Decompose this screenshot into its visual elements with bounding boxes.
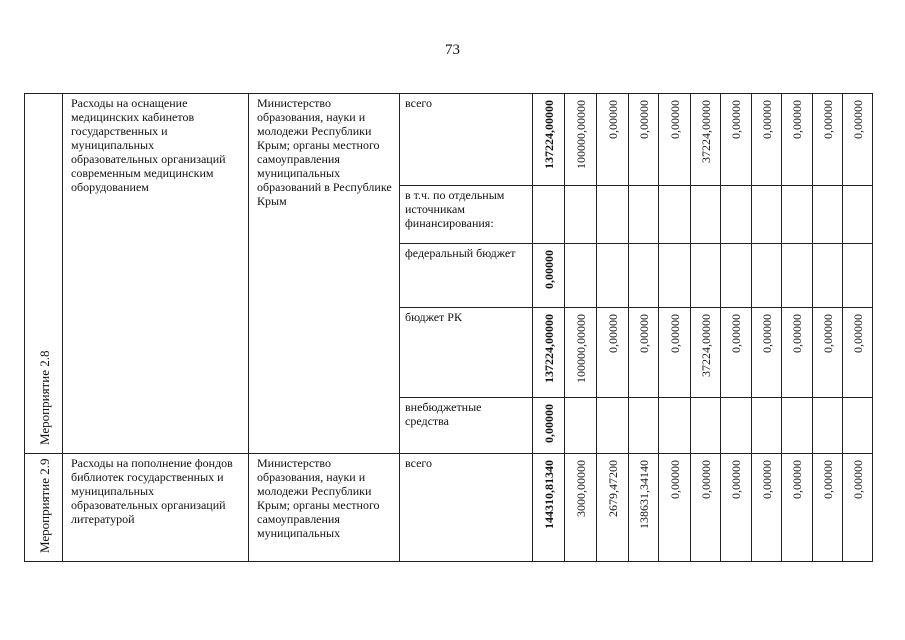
year-value-cell xyxy=(813,94,843,186)
year-value: 0,00000 xyxy=(667,314,682,353)
year-value-cell xyxy=(629,454,659,562)
year-value: 0,00000 xyxy=(790,460,804,499)
year-value-cell xyxy=(629,398,659,454)
year-value-cell xyxy=(565,398,597,454)
year-value-cell xyxy=(782,244,813,308)
year-value-cell xyxy=(565,454,597,562)
year-value-cell xyxy=(691,94,721,186)
year-value-cell xyxy=(752,94,782,186)
total-value-cell xyxy=(533,244,565,308)
year-value: 0,00000 xyxy=(850,100,865,139)
year-value: 100000,00000 xyxy=(573,100,588,169)
year-value: 0,00000 xyxy=(729,100,743,139)
year-value-cell xyxy=(813,244,843,308)
year-value-cell xyxy=(659,94,691,186)
table-row xyxy=(25,94,873,186)
responsible-executor: Министерство образования, науки и молодежи Республики Крым; органы местного самоуправления муниципальных xyxy=(249,454,400,562)
event-description: Расходы на пополнение фондов библиотек государственных и муниципальных образовательных организаций литературой xyxy=(63,454,249,562)
event-number: Мероприятие 2.8 xyxy=(36,350,52,445)
funding-source: всего xyxy=(400,94,533,186)
year-value-cell xyxy=(691,308,721,398)
year-value-cell xyxy=(782,308,813,398)
year-value-cell xyxy=(597,244,629,308)
year-value: 37224,00000 xyxy=(698,314,713,377)
year-value: 0,00000 xyxy=(667,460,682,499)
budget-table xyxy=(24,93,873,562)
total-value-cell xyxy=(533,398,565,454)
year-value-cell xyxy=(843,94,873,186)
year-value: 0,00000 xyxy=(605,314,620,353)
year-value-cell xyxy=(843,186,873,244)
year-value-cell xyxy=(597,94,629,186)
year-value: 0,00000 xyxy=(790,100,804,139)
year-value-cell xyxy=(813,308,843,398)
total-value-cell xyxy=(533,186,565,244)
year-value-cell xyxy=(691,186,721,244)
total-value-cell xyxy=(533,454,565,562)
total-value: 144310,81340 xyxy=(541,460,556,529)
year-value-cell xyxy=(782,454,813,562)
year-value-cell xyxy=(721,308,752,398)
year-value-cell xyxy=(752,244,782,308)
year-value-cell xyxy=(597,186,629,244)
event-number-cell xyxy=(25,454,63,562)
year-value-cell xyxy=(659,454,691,562)
funding-source: внебюджетные средства xyxy=(400,398,533,454)
year-value-cell xyxy=(659,186,691,244)
year-value-cell xyxy=(843,308,873,398)
year-value-cell xyxy=(691,454,721,562)
year-value-cell xyxy=(782,398,813,454)
event-description: Расходы на оснащение медицинских кабинетов государственных и муниципальных образовательных организаций современным медицинским оборудованием xyxy=(63,94,249,454)
year-value: 37224,00000 xyxy=(698,100,713,163)
table-row xyxy=(25,454,873,562)
total-value-cell xyxy=(533,94,565,186)
year-value: 100000,00000 xyxy=(573,314,588,383)
responsible-executor: Министерство образования, науки и молодежи Республики Крым; органы местного самоуправления муниципальных образований в Республике Крым xyxy=(249,94,400,454)
year-value-cell xyxy=(782,94,813,186)
year-value-cell xyxy=(659,308,691,398)
year-value: 0,00000 xyxy=(759,460,774,499)
total-value-cell xyxy=(533,308,565,398)
year-value-cell xyxy=(843,398,873,454)
year-value-cell xyxy=(659,398,691,454)
year-value-cell xyxy=(565,244,597,308)
year-value-cell xyxy=(629,244,659,308)
year-value-cell xyxy=(752,454,782,562)
year-value-cell xyxy=(752,186,782,244)
year-value-cell xyxy=(752,398,782,454)
year-value: 0,00000 xyxy=(759,314,774,353)
year-value-cell xyxy=(565,94,597,186)
year-value: 0,00000 xyxy=(729,460,743,499)
year-value-cell xyxy=(565,308,597,398)
year-value: 0,00000 xyxy=(820,314,835,353)
year-value: 0,00000 xyxy=(759,100,774,139)
year-value-cell xyxy=(629,308,659,398)
year-value-cell xyxy=(752,308,782,398)
year-value-cell xyxy=(843,244,873,308)
year-value-cell xyxy=(721,244,752,308)
year-value: 0,00000 xyxy=(850,314,865,353)
year-value-cell xyxy=(813,398,843,454)
year-value: 3000,00000 xyxy=(573,460,588,517)
year-value-cell xyxy=(813,454,843,562)
year-value-cell xyxy=(691,244,721,308)
year-value-cell xyxy=(597,308,629,398)
page-number: 73 xyxy=(445,42,460,58)
year-value-cell xyxy=(721,398,752,454)
year-value-cell xyxy=(721,454,752,562)
year-value: 0,00000 xyxy=(850,460,865,499)
event-number: Мероприятие 2.9 xyxy=(36,458,52,553)
year-value-cell xyxy=(691,398,721,454)
table-body xyxy=(25,94,873,562)
year-value-cell xyxy=(782,186,813,244)
year-value: 0,00000 xyxy=(729,314,743,353)
year-value: 0,00000 xyxy=(667,100,682,139)
year-value-cell xyxy=(721,186,752,244)
total-value: 0,00000 xyxy=(541,404,556,443)
year-value: 0,00000 xyxy=(820,100,835,139)
year-value: 0,00000 xyxy=(636,314,651,353)
year-value-cell xyxy=(597,454,629,562)
total-value: 0,00000 xyxy=(541,250,556,289)
year-value-cell xyxy=(565,186,597,244)
total-value: 137224,00000 xyxy=(541,100,556,169)
year-value: 0,00000 xyxy=(636,100,651,139)
year-value: 0,00000 xyxy=(820,460,835,499)
year-value: 2679,47200 xyxy=(605,460,620,517)
year-value: 0,00000 xyxy=(790,314,804,353)
year-value: 0,00000 xyxy=(605,100,620,139)
funding-source: всего xyxy=(400,454,533,562)
year-value-cell xyxy=(659,244,691,308)
year-value-cell xyxy=(629,186,659,244)
year-value-cell xyxy=(813,186,843,244)
funding-source: в т.ч. по отдельным источникам финансирования: xyxy=(400,186,533,244)
total-value: 137224,00000 xyxy=(541,314,556,383)
funding-source: федеральный бюджет xyxy=(400,244,533,308)
funding-source: бюджет РК xyxy=(400,308,533,398)
year-value: 0,00000 xyxy=(698,460,713,499)
year-value-cell xyxy=(629,94,659,186)
year-value-cell xyxy=(597,398,629,454)
year-value-cell xyxy=(721,94,752,186)
year-value: 138631,34140 xyxy=(636,460,651,529)
year-value-cell xyxy=(843,454,873,562)
event-number-cell xyxy=(25,94,63,454)
